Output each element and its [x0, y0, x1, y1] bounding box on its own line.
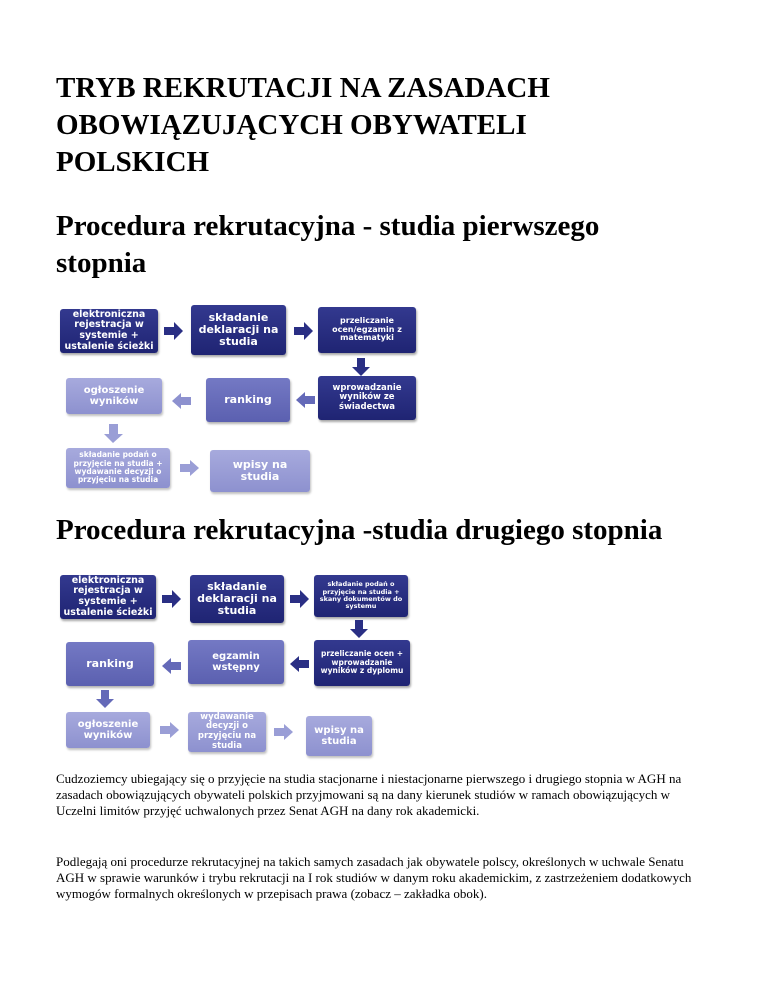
arrow-right-icon	[164, 322, 184, 340]
paragraph-1: Cudzoziemcy ubiegający się o przyjęcie na studia stacjonarne i niestacjonarne pierwszego i drugiego stopnia w AGH na zasadach obowiązujących obywateli polskich przyjmowani są na dany kierunek studiów w ramach obowiązujących w Uczelni limitów przyjęć uchwalonych przez Senat AGH na dany rok akademicki.	[56, 771, 682, 818]
step-egzamin: egzamin wstępny	[188, 640, 284, 684]
step-ranking: ranking	[66, 642, 154, 686]
step-przeliczanie: przeliczanie ocen/egzamin z matematyki	[318, 307, 416, 353]
arrow-left-icon	[162, 658, 182, 674]
arrow-down-icon	[350, 620, 370, 638]
step-wpisy: wpisy na studia	[306, 716, 372, 756]
step-deklaracja: składanie deklaracji na studia	[191, 305, 286, 355]
step-rejestracja: elektroniczna rejestracja w systemie + ustalenie ścieżki	[60, 575, 156, 619]
section-heading-first-degree: Procedura rekrutacyjna - studia pierwszego stopnia	[56, 210, 600, 279]
flow-diagram-second-degree	[56, 572, 412, 756]
arrow-down-icon	[352, 358, 372, 376]
step-rejestracja: elektroniczna rejestracja w systemie + ustalenie ścieżki	[60, 309, 158, 353]
arrow-left-icon	[290, 656, 310, 672]
step-decyzje: wydawanie decyzji o przyjęciu na studia	[188, 712, 266, 752]
arrow-down-icon	[96, 690, 116, 708]
arrow-left-icon	[296, 392, 316, 408]
arrow-down-icon	[104, 424, 124, 444]
arrow-right-icon	[290, 590, 310, 608]
step-podania: składanie podań o przyjęcie na studia + wydawanie decyzji o przyjęciu na studia	[66, 448, 170, 488]
arrow-right-icon	[294, 322, 314, 340]
flow-diagram-first-degree	[56, 302, 428, 496]
arrow-right-icon	[162, 590, 182, 608]
section-heading-second-degree: Procedura rekrutacyjna -studia drugiego stopnia	[56, 514, 663, 546]
step-deklaracja: składanie deklaracji na studia	[190, 575, 284, 623]
step-ogloszenie: ogłoszenie wyników	[66, 378, 162, 414]
step-wprowadzanie: wprowadzanie wyników ze świadectwa	[318, 376, 416, 420]
step-ranking: ranking	[206, 378, 290, 422]
arrow-left-icon	[172, 393, 192, 409]
step-przeliczanie: przeliczanie ocen + wprowadzanie wyników z dyplomu	[314, 640, 410, 686]
step-podania: składanie podań o przyjęcie na studia + skany dokumentów do systemu	[314, 575, 408, 617]
paragraph-2: Podlegają oni procedurze rekrutacyjnej na takich samych zasadach jak obywatele polscy, określonych w uchwale Senatu AGH w sprawie warunków i trybu rekrutacji na I rok studiów w danym roku akademickim, z zastrzeżeniem dodatkowych wymogów formalnych określonych w przepisach prawa (zobacz – zakładka obok).	[56, 854, 692, 901]
arrow-right-icon	[180, 460, 200, 476]
page-title: TRYB REKRUTACJI NA ZASADACH OBOWIĄZUJĄCYCH OBYWATELI POLSKICH	[56, 72, 550, 178]
arrow-right-icon	[160, 722, 180, 738]
step-wpisy: wpisy na studia	[210, 450, 310, 492]
step-ogloszenie: ogłoszenie wyników	[66, 712, 150, 748]
arrow-right-icon	[274, 724, 294, 740]
